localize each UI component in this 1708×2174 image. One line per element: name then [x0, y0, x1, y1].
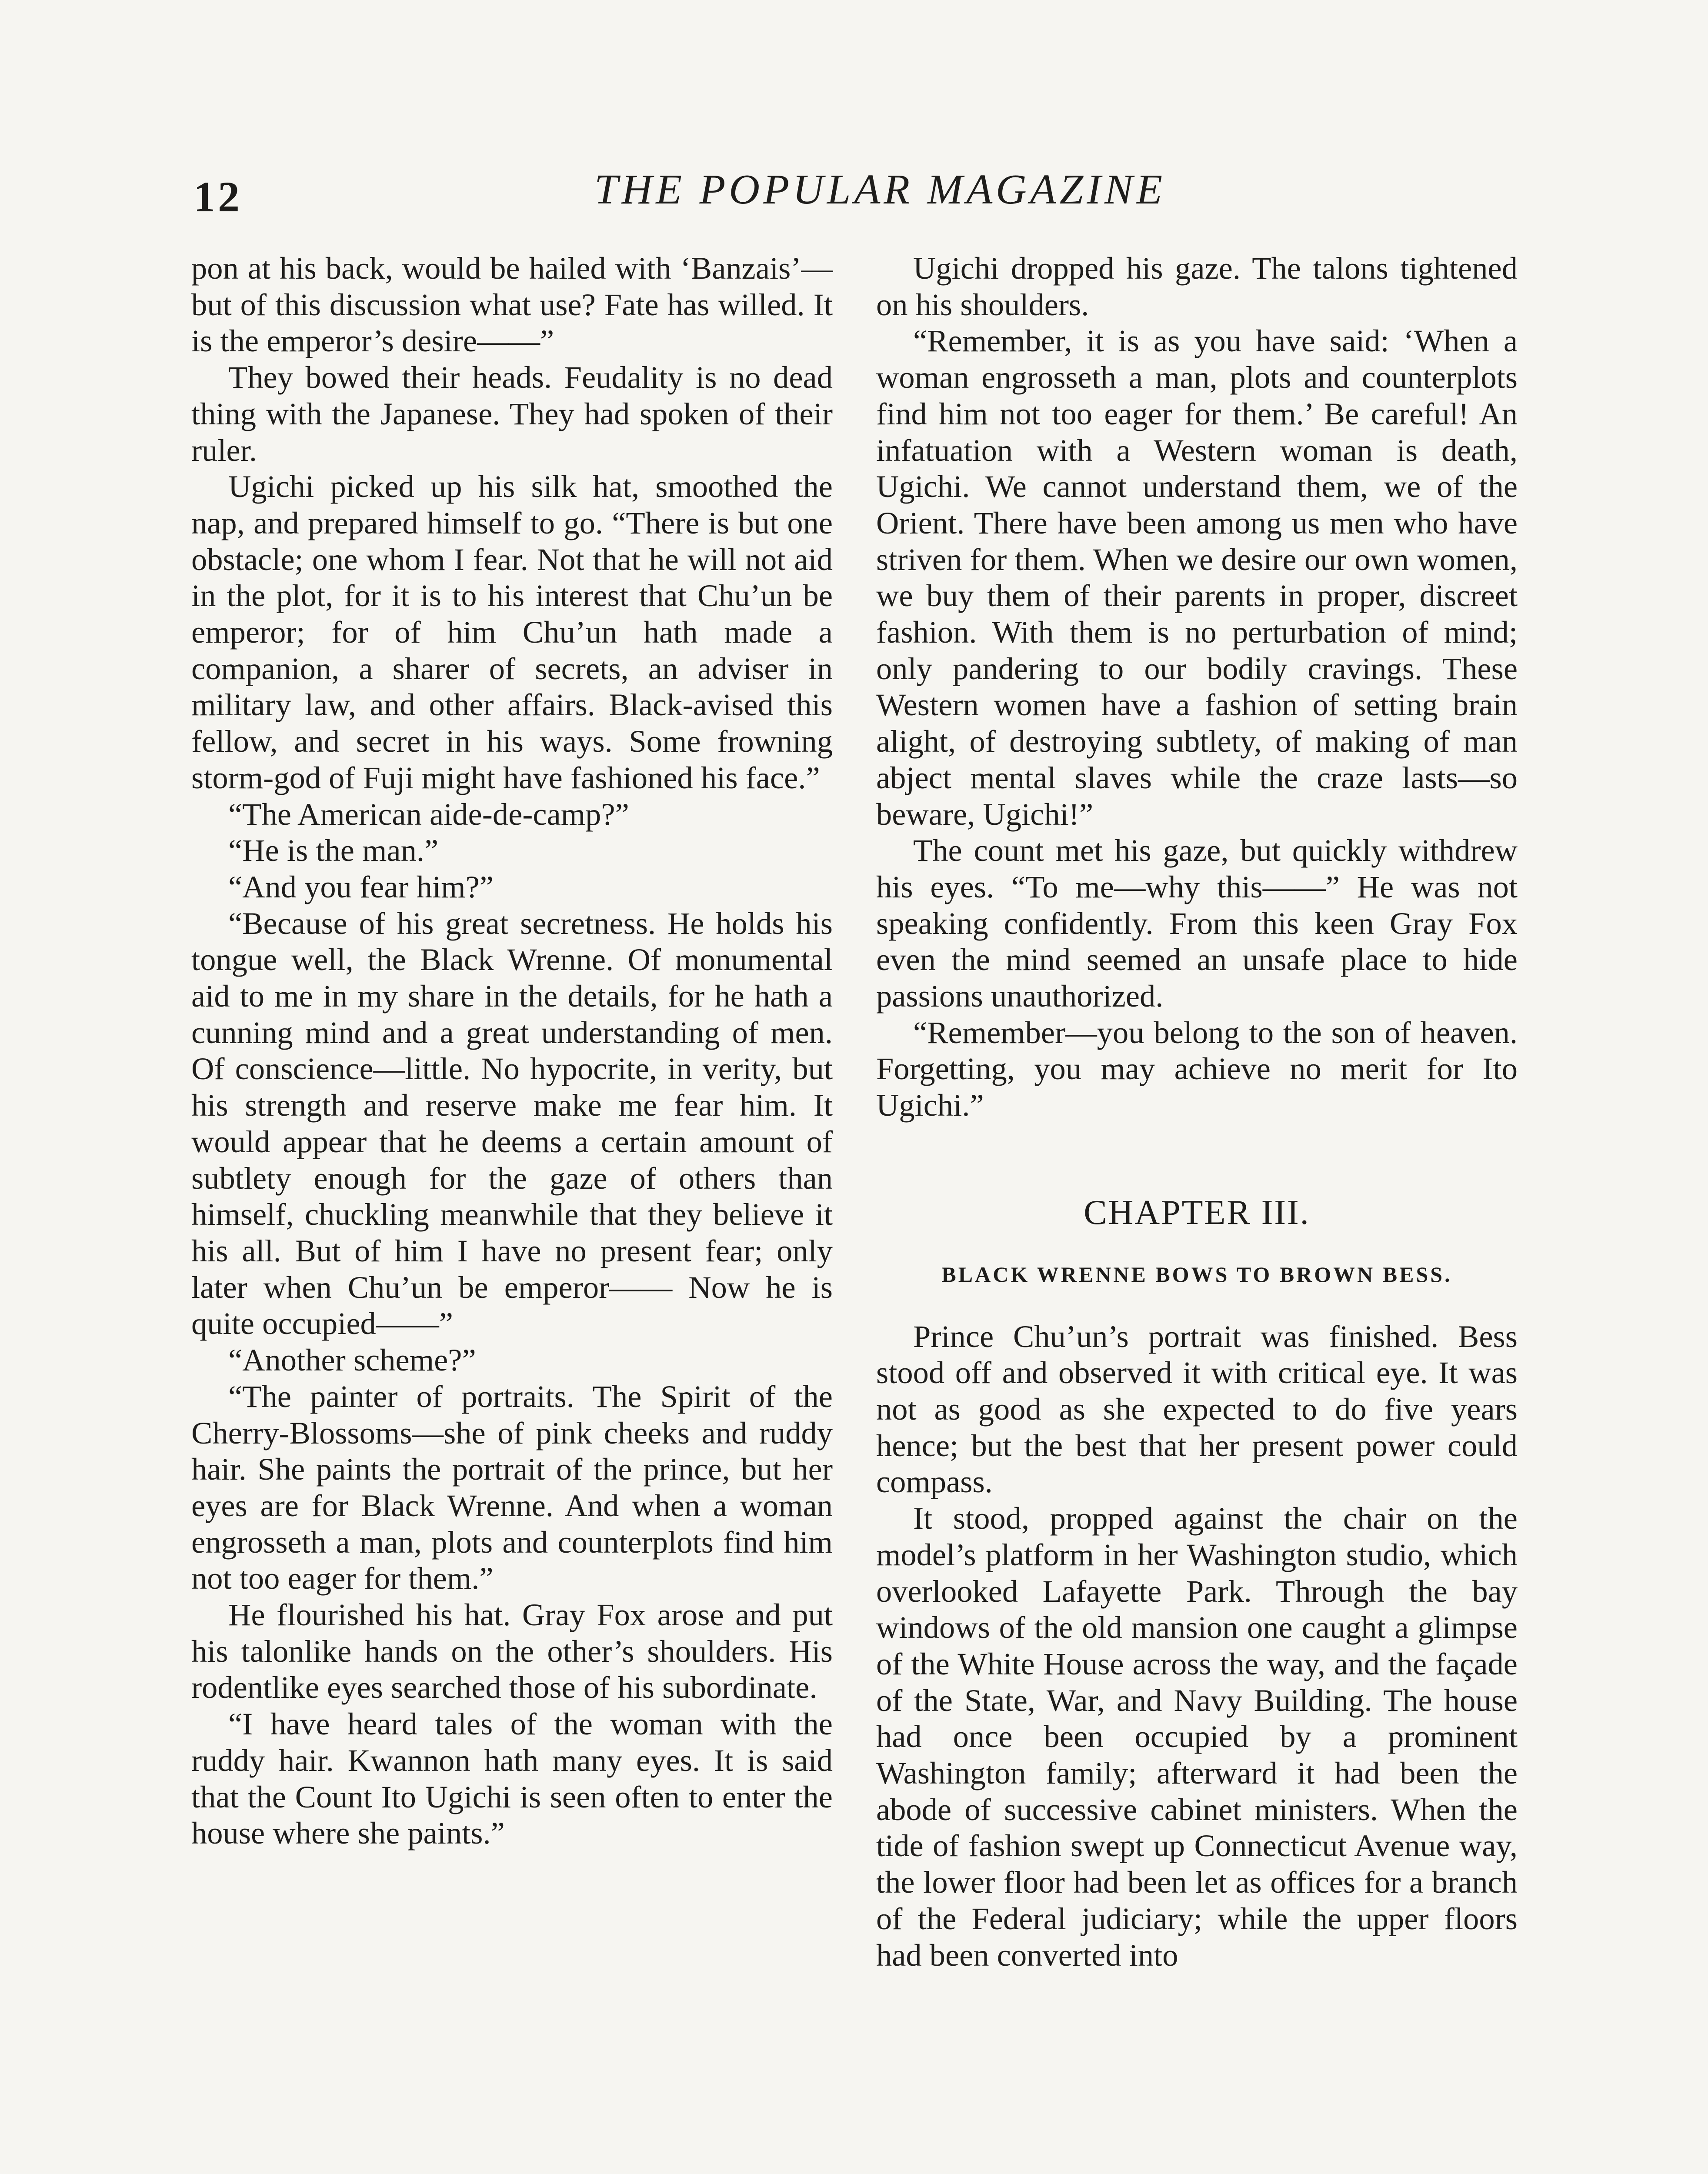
- left-column: [191, 250, 833, 1851]
- paragraph: Ugichi dropped his gaze. The talons tightened on his shoulders.: [876, 250, 1518, 322]
- paragraph: Ugichi picked up his silk hat, smoothed the nap, and prepared himself to go. “There is but one obstacle; one whom I fear. Not that he will not aid in the plot, for it is to his interest that Chu’un be emperor; for of him Chu’un hath made a companion, a sharer of secrets, an adviser in military law, and other affairs. Black-avised this fellow, and secret in his ways. Some frowning storm-god of Fuji might have fashioned his face.”: [191, 469, 833, 795]
- paragraph: “The American aide-de-camp?”: [228, 796, 629, 832]
- paragraph: It stood, propped against the chair on the model’s platform in her Washington studio, which overlooked Lafayette Park. Through the bay windows of the old mansion one caught a glimpse of the White House across the way, and the façade of the State, War, and Navy Building. The house had once been occupied by a prominent Washington family; afterward it had been the abode of successive cabinet ministers. When the tide of fashion swept up Connecticut Avenue way, the lower floor had been let as offices for a branch of the Federal judiciary; while the upper floors had been converted into: [876, 1500, 1518, 1973]
- paragraph: “Remember, it is as you have said: ‘When a woman engrosseth a man, plots and counterplots find him not too eager for them.’ Be careful! An infatuation with a Western woman is death, Ugichi. We cannot understand them, we of the Orient. There have been among us men who have striven for them. When we desire our own women, we buy them of their parents in proper, discreet fashion. With them is no perturbation of mind; only pandering to our bodily cravings. These Western women have a fashion of setting brain alight, of destroying subtlety, of making of man abject mental slaves while the craze lasts—so beware, Ugichi!”: [876, 323, 1518, 832]
- paragraph: “And you fear him?”: [228, 869, 494, 904]
- paragraph: Prince Chu’un’s portrait was finished. Bess stood off and observed it with critical eye. It was not as good as she expected to do five years hence; but the best that her present power could compass.: [876, 1318, 1518, 1500]
- page-number: 12: [193, 173, 242, 221]
- paragraph: pon at his back, would be hailed with ‘Banzais’—but of this discussion what use? Fate has willed. It is the emperor’s desire——”: [191, 250, 833, 359]
- paragraph: “Because of his great secretness. He holds his tongue well, the Black Wrenne. Of monumental aid to me in my share in the details, for he hath a cunning mind and a great understanding of men. Of conscience—little. No hypocrite, in verity, but his strength and reserve make me fear him. It would appear that he deems a certain amount of subtlety enough for the gaze of others than himself, chuckling meanwhile that they believe it his all. But of him I have no present fear; only later when Chu’un be emperor—— Now he is quite occupied——”: [191, 905, 833, 1341]
- chapter-heading: CHAPTER III.: [1084, 1193, 1310, 1232]
- paragraph: “Another scheme?”: [228, 1342, 476, 1378]
- paragraph: The count met his gaze, but quickly withdrew his eyes. “To me—why this——” He was not speaking confidently. From this keen Gray Fox even the mind seemed an unsafe place to hide passions unauthorized.: [876, 833, 1518, 1014]
- paragraph: “Remember—you belong to the son of heaven. Forgetting, you may achieve no merit for Ito Ugichi.”: [876, 1014, 1518, 1123]
- paragraph: He flourished his hat. Gray Fox arose and put his talonlike hands on the other’s shoulders. His rodentlike eyes searched those of his subordinate.: [191, 1597, 833, 1705]
- running-title: THE POPULAR MAGAZINE: [594, 166, 1166, 213]
- paragraph: “The painter of portraits. The Spirit of the Cherry-Blossoms—she of pink cheeks and ruddy hair. She paints the portrait of the prince, but her eyes are for Black Wrenne. And when a woman engrosseth a man, plots and counterplots find him not too eager for them.”: [191, 1378, 833, 1596]
- paragraph: “He is the man.”: [228, 833, 439, 868]
- right-column: [876, 250, 1518, 1973]
- paragraph: They bowed their heads. Feudality is no dead thing with the Japanese. They had spoken of their ruler.: [191, 360, 833, 468]
- paragraph: “I have heard tales of the woman with the ruddy hair. Kwannon hath many eyes. It is said that the Count Ito Ugichi is seen often to enter the house where she paints.”: [191, 1706, 833, 1851]
- chapter-subtitle: BLACK WRENNE BOWS TO BROWN BESS.: [941, 1262, 1452, 1287]
